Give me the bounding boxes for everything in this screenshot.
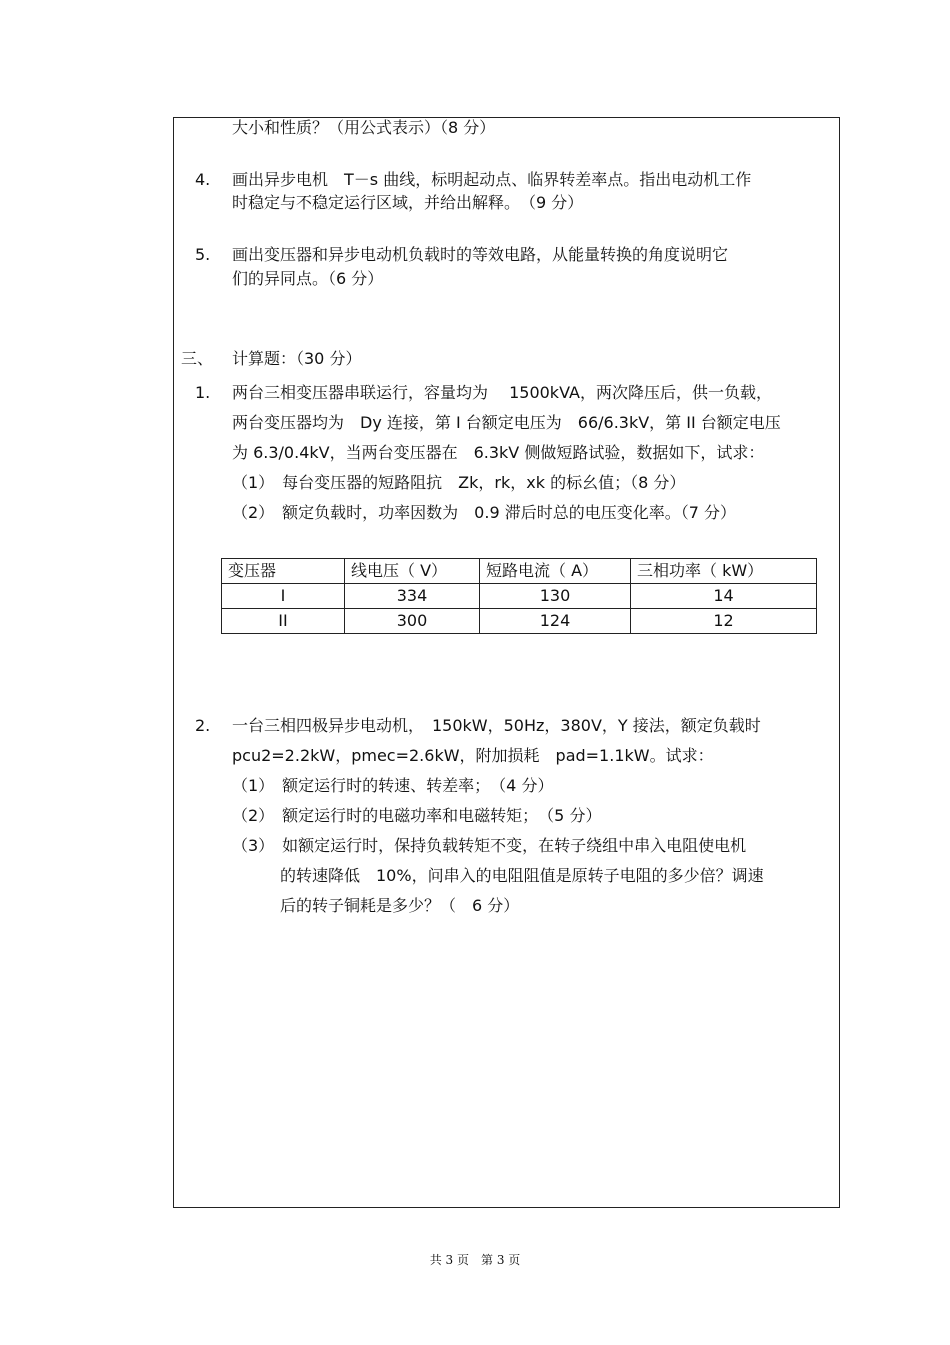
- table-cell: 334: [345, 584, 480, 609]
- table-header-cell: 变压器: [222, 559, 345, 584]
- question-4-line-2: 时稳定与不稳定运行区域，并给出解释。 （9 分）: [232, 193, 584, 212]
- calc-1-sub-1: （1） 每台变压器的短路阻抗 Zk，rk，xk 的标幺值；（8 分）: [232, 473, 686, 492]
- calc-2-sub-3-line-2: 的转速降低 10%，问串入的电阻阻值是原转子电阻的多少倍？调速: [280, 866, 764, 885]
- calc-1-line-3: 为 6.3/0.4kV，当两台变压器在 6.3kV 侧做短路试验，数据如下，试求：: [232, 443, 765, 462]
- calc-2-line-1: 一台三相四极异步电动机， 150kW，50Hz，380V，Y 接法，额定负载时: [232, 716, 761, 735]
- calc-2-number: 2.: [195, 716, 211, 735]
- table-cell: 12: [631, 609, 817, 634]
- question-3-tail: 大小和性质？（用公式表示）（8 分）: [232, 118, 496, 137]
- table-cell: 130: [480, 584, 631, 609]
- table-cell: I: [222, 584, 345, 609]
- calc-2-sub-1: （1） 额定运行时的转速、转差率； （4 分）: [232, 776, 554, 795]
- question-5-number: 5.: [195, 245, 211, 264]
- short-circuit-data-table: [221, 558, 817, 634]
- table-row: [222, 609, 817, 634]
- table-header-row: [222, 559, 817, 584]
- calc-2-sub-2: （2） 额定运行时的电磁功率和电磁转矩； （5 分）: [232, 806, 602, 825]
- table-cell: 124: [480, 609, 631, 634]
- calc-1-line-2: 两台变压器均为 Dy 连接，第 I 台额定电压为 66/6.3kV，第 II 台额定电压: [232, 413, 781, 432]
- table-header-cell: 线电压（ V）: [345, 559, 480, 584]
- table-row: [222, 584, 817, 609]
- calc-2-sub-3-line-3: 后的转子铜耗是多少？（ 6 分）: [280, 896, 520, 915]
- table-cell: 14: [631, 584, 817, 609]
- calc-1-line-1: 两台三相变压器串联运行，容量均为 1500kVA，两次降压后，供一负载，: [232, 383, 772, 402]
- question-5-line-1: 画出变压器和异步电动机负载时的等效电路，从能量转换的角度说明它: [232, 245, 729, 264]
- table-cell: 300: [345, 609, 480, 634]
- question-4-line-1: 画出异步电机 T－s 曲线，标明起动点、临界转差率点。指出电动机工作: [232, 170, 752, 189]
- calc-1-sub-2: （2） 额定负载时，功率因数为 0.9 滞后时总的电压变化率。（7 分）: [232, 503, 736, 522]
- question-5-line-2: 们的异同点。（6 分）: [232, 269, 384, 288]
- page-footer: 共 3 页 第 3 页: [429, 1253, 521, 1267]
- calc-2-sub-3-line-1: （3） 如额定运行时，保持负载转矩不变，在转子绕组中串入电阻使电机: [232, 836, 747, 855]
- table-cell: II: [222, 609, 345, 634]
- section-3-title: 计算题：（30 分）: [232, 349, 362, 368]
- question-4-number: 4.: [195, 170, 211, 189]
- table-header-cell: 三相功率（ kW）: [631, 559, 817, 584]
- calc-1-number: 1.: [195, 383, 211, 402]
- table-header-cell: 短路电流（ A）: [480, 559, 631, 584]
- calc-2-line-2: pcu2=2.2kW，pmec=2.6kW，附加损耗 pad=1.1kW。试求：: [232, 746, 714, 765]
- section-3-number: 三、: [181, 349, 214, 368]
